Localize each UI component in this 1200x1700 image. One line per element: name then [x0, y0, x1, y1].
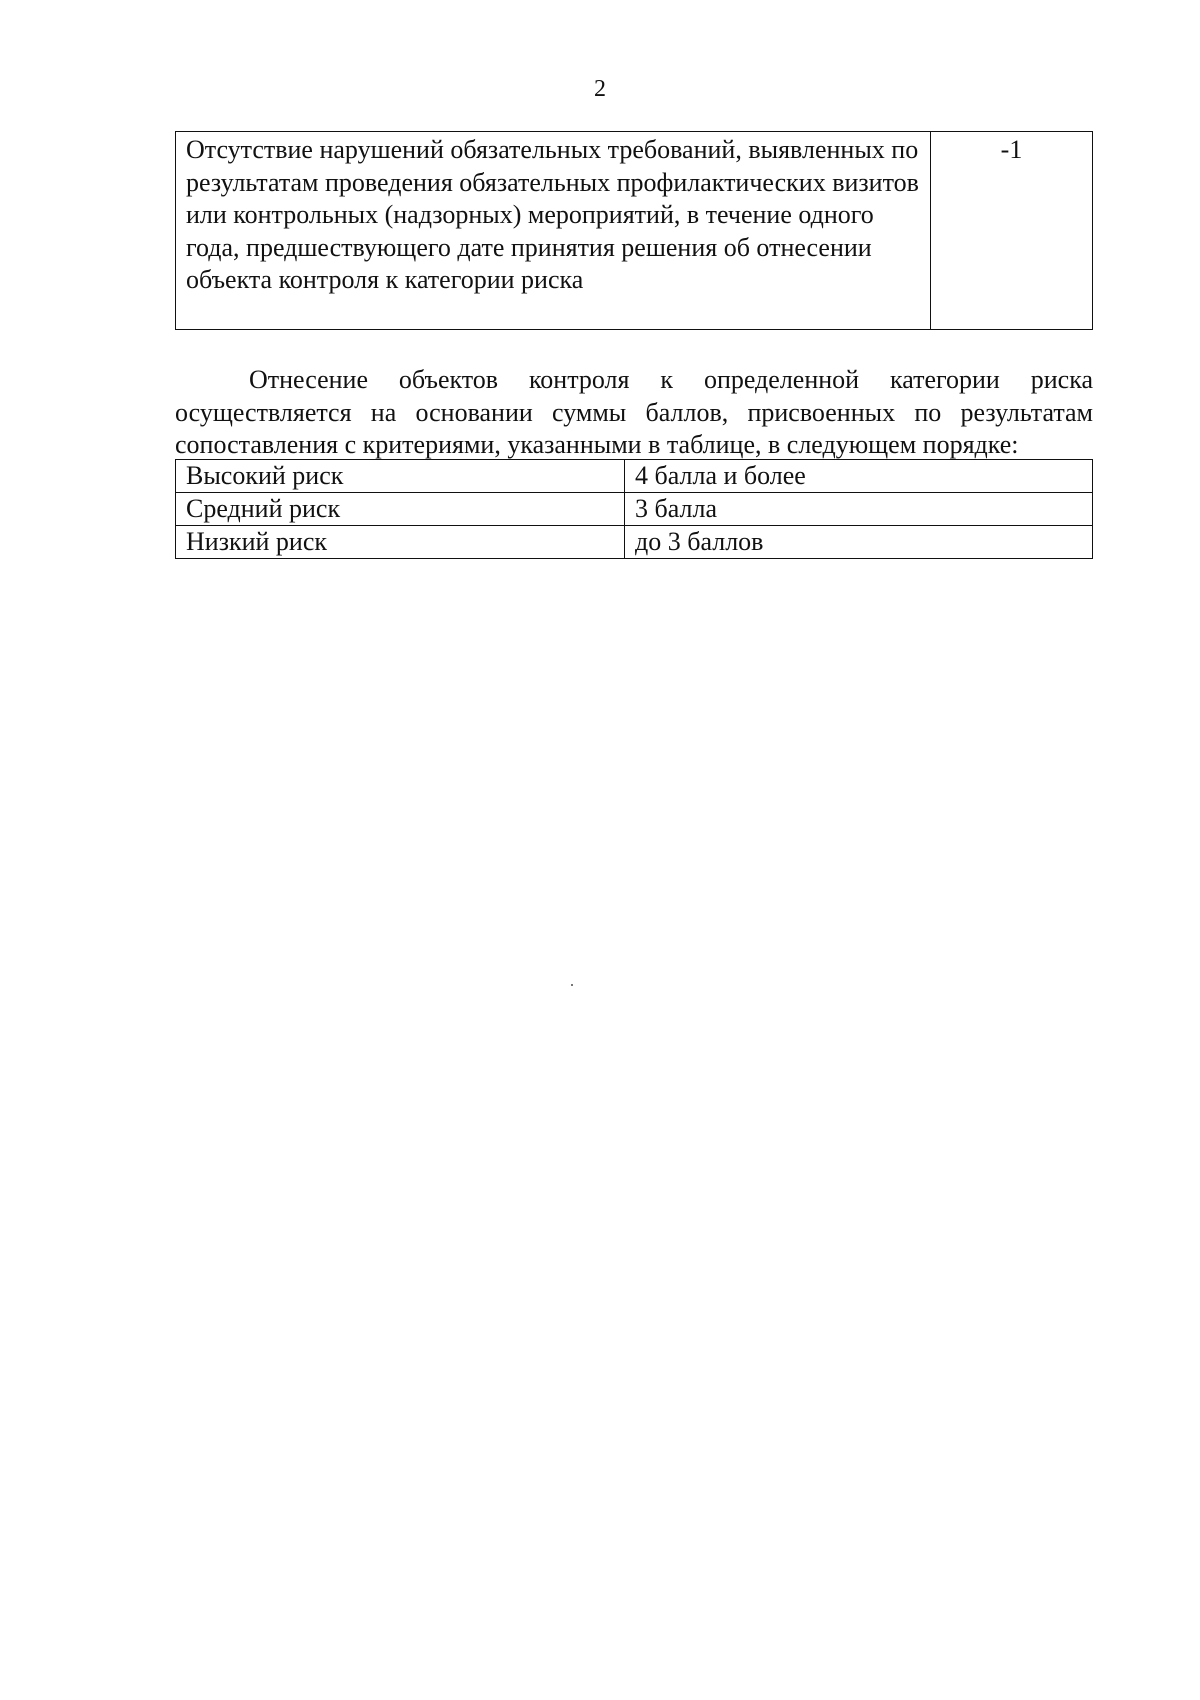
criteria-table — [175, 131, 1093, 330]
page-number: 2 — [594, 76, 606, 102]
table-row — [176, 526, 1093, 559]
risk-category-points: 3 балла — [625, 493, 1093, 526]
risk-category-table — [175, 459, 1093, 559]
table-row — [176, 132, 1093, 330]
criterion-score: -1 — [931, 132, 1093, 330]
criterion-text: Отсутствие нарушений обязательных требований, выявленных по результатам проведения обязательных профилактических визитов или контрольных (надзорных) мероприятий, в течение одного года, предшествующего дате принятия решения об отнесении объекта контроля к категории риска — [176, 132, 931, 330]
risk-category-label: Высокий риск — [176, 460, 625, 493]
body-paragraph: Отнесение объектов контроля к определенной категории риска осуществляется на основании суммы баллов, присвоенных по результатам сопоставления с критериями, указанными в таблице, в следующем порядке: — [175, 365, 1093, 459]
risk-category-label: Низкий риск — [176, 526, 625, 559]
risk-category-points: 4 балла и более — [625, 460, 1093, 493]
risk-category-label: Средний риск — [176, 493, 625, 526]
risk-category-points: до 3 баллов — [625, 526, 1093, 559]
table-row — [176, 493, 1093, 526]
table-row — [176, 460, 1093, 493]
scan-artifact-dot — [571, 984, 573, 986]
